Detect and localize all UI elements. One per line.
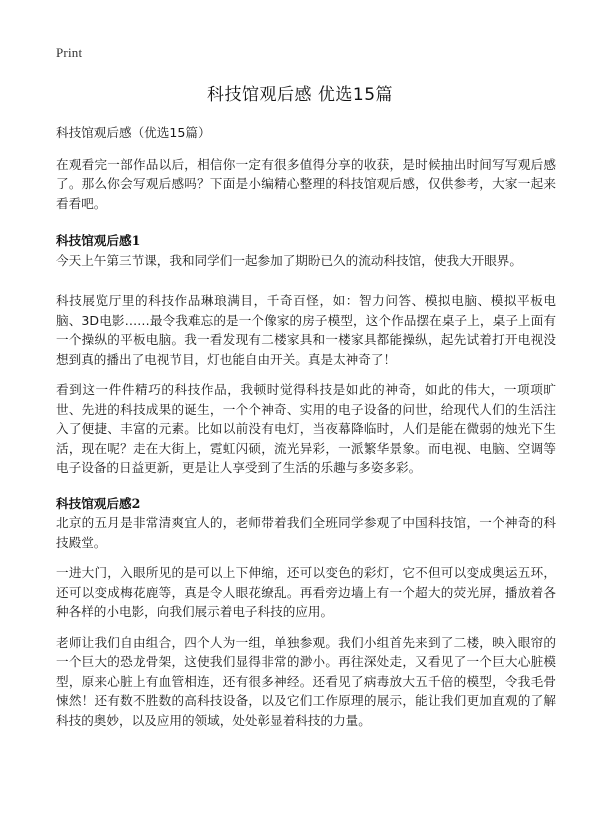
article-subtitle: 科技馆观后感（优选15篇） xyxy=(56,125,211,140)
article-body xyxy=(56,123,556,741)
section-1 xyxy=(56,231,556,478)
page-title: 科技馆观后感 优选15篇 xyxy=(206,85,394,105)
section-paragraph: 看到这一件件精巧的科技作品，我顿时觉得科技是如此的神奇，如此的伟大，一项项旷世、先进的科技成果的诞生，一个个神奇、实用的电子设备的问世，给现代人们的生活注入了便捷、丰富的元素。比如以前没有电灯，当夜幕降临时，人们是能在微弱的烛光下生活，现在呢？走在大街上，霓虹闪硕，流光异彩，一派繁华景象。而电视、电脑、空调等电子设备的日益更新，更是让人享受到了生活的乐趣与多姿多彩。 xyxy=(56,382,556,475)
intro-paragraph: 在观看完一部作品以后，相信你一定有很多值得分享的收获，是时候抽出时间写写观后感了。那么你会写观后感吗？下面是小编精心整理的科技馆观后感，仅供参考，大家一起来看看吧。 xyxy=(56,156,556,211)
section-heading: 科技馆观后感2 xyxy=(56,495,141,511)
section-paragraph: 北京的五月是非常清爽宜人的，老师带着我们全班同学参观了中国科技馆，一个神奇的科技殿堂。 xyxy=(56,515,556,550)
section-2 xyxy=(56,494,556,731)
section-paragraph: 今天上午第三节课，我和同学们一起参加了期盼已久的流动科技馆，使我大开眼界。 xyxy=(56,252,522,268)
print-link[interactable]: Print xyxy=(56,45,83,60)
section-heading: 科技馆观后感1 xyxy=(56,233,141,248)
section-paragraph: 老师让我们自由组合，四个人为一组，单独参观。我们小组首先来到了二楼，映入眼帘的一个巨大的恐龙骨架，这使我们显得非常的渺小。再往深处走，又看见了一个巨大心脏模型，原来心脏上有血管相连，还有很多神经。还看见了病毒放大五千倍的模型，令我毛骨悚然！还有数不胜数的高科技设备，以及它们工作原理的展示，能让我们更加直观的了解科技的奥妙，以及应用的领域，处处彰显着科技的力量。 xyxy=(56,634,556,728)
section-paragraph: 科技展览厅里的科技作品琳琅满目，千奇百怪，如：智力问答、模拟电脑、模拟平板电脑、3D电影……最令我难忘的是一个像家的房子模型，这个作品摆在桌子上，桌子上面有一个操纵的平板电脑。我一看发现有二楼家具和一楼家具都能操纵，起先试着打开电视没想到真的播出了电视节目，灯也能自由开关。真是太神奇了！ xyxy=(56,293,556,367)
section-paragraph: 一进大门，入眼所见的是可以上下伸缩，还可以变色的彩灯，它不但可以变成奥运五环，还可以变成梅花鹿等，真是令人眼花缭乱。再看旁边墙上有一个超大的荧光屏，播放着各种各样的小电影，向我们展示着电子科技的应用。 xyxy=(56,565,556,619)
